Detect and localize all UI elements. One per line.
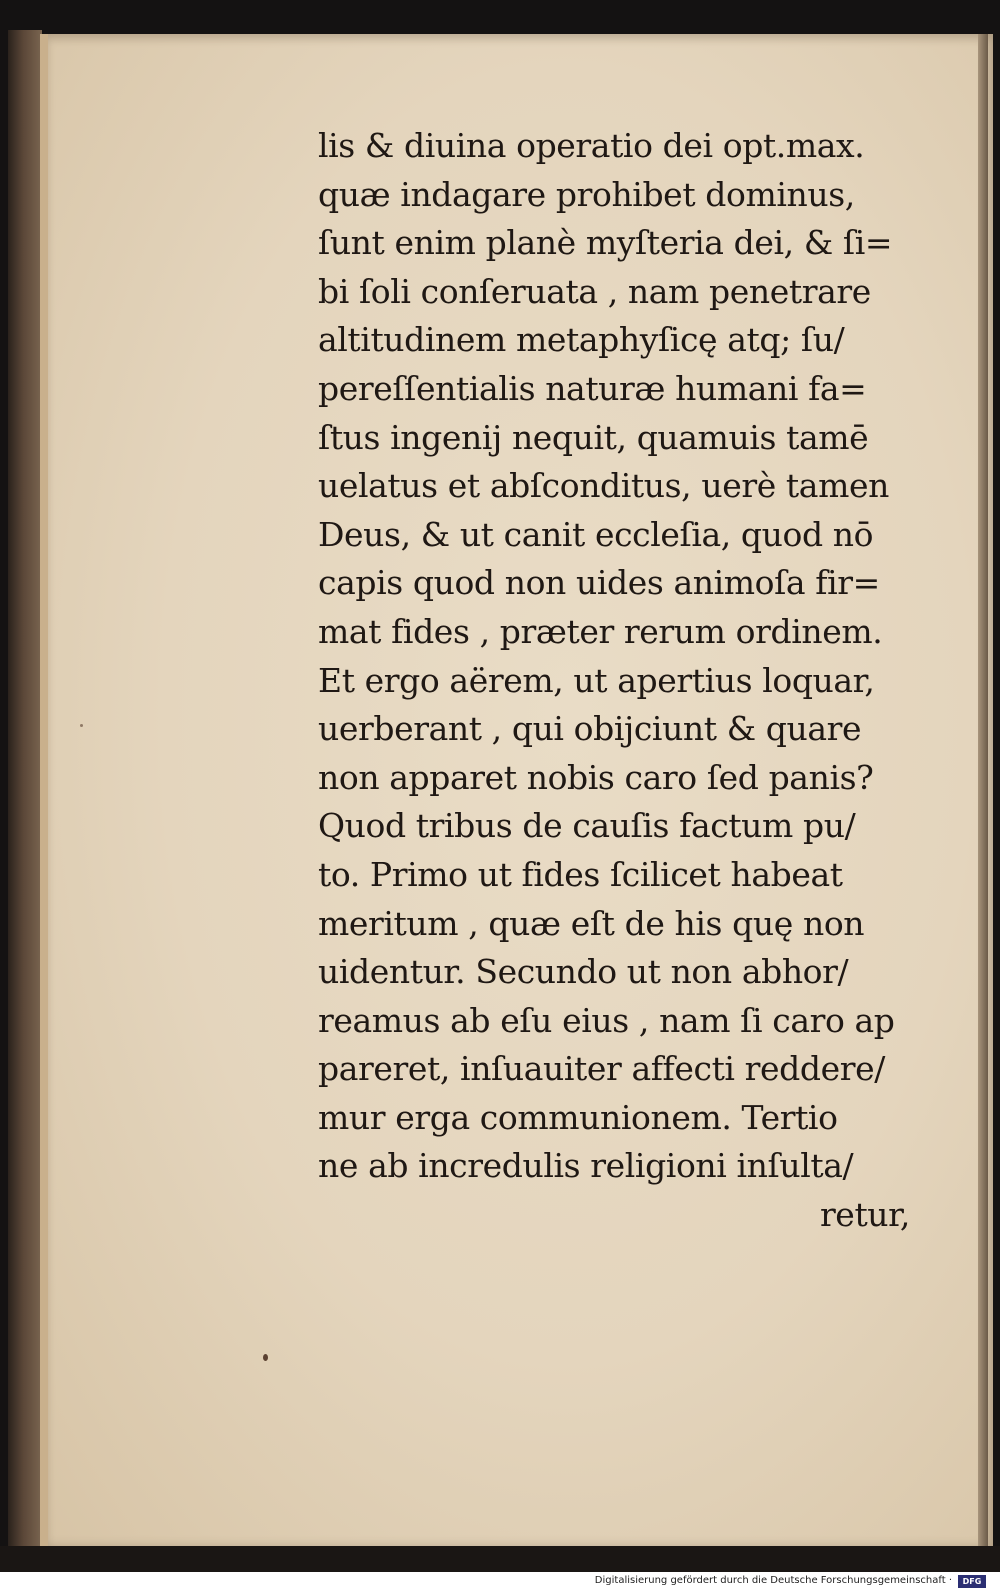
text-line: Et ergo aërem, ut apertius loquar, xyxy=(318,660,875,700)
text-line: bi ſoli conſeruata , nam penetrare xyxy=(318,271,871,311)
catchword: retur, xyxy=(819,1195,910,1235)
text-line: pareret, inſuauiter affecti reddere/ xyxy=(318,1049,885,1089)
text-line: altitudinem metaphyſicę atq; ſu/ xyxy=(318,320,845,360)
text-line: ſunt enim planè myſteria dei, & ſi= xyxy=(318,223,893,263)
text-line: Quod tribus de cauſis factum pu/ xyxy=(318,806,856,846)
text-block xyxy=(318,122,918,1240)
funding-credit: Digitalisierung gefördert durch die Deutsche Forschungsgemeinschaft · xyxy=(594,1575,952,1586)
text-line: to. Primo ut fides ſcilicet habeat xyxy=(318,854,843,894)
text-line: capis quod non uides animoſa fir= xyxy=(318,563,880,603)
text-line: Deus, & ut canit eccleſia, quod nō xyxy=(318,514,874,554)
text-line: uidentur. Secundo ut non abhor/ xyxy=(318,952,849,992)
page-stack-edge-left xyxy=(8,30,42,1550)
ink-spot xyxy=(80,724,83,727)
text-line: pereſſentialis naturæ humani fa= xyxy=(318,368,867,408)
text-line: mur erga communionem. Tertio xyxy=(318,1097,838,1137)
ink-spot xyxy=(263,1354,268,1361)
text-line: ſtus ingenij nequit, quamuis tamē xyxy=(318,417,869,457)
footer-bar xyxy=(0,1572,1000,1592)
text-line: lis & diuina operatio dei opt.max. xyxy=(318,126,865,165)
text-line: ne ab incredulis religioni inſulta/ xyxy=(318,1146,854,1186)
text-line: uerberant , qui obijciunt & quare xyxy=(318,709,862,749)
text-line: uelatus et abſconditus, uerè tamen xyxy=(318,466,889,506)
page-edge-right xyxy=(978,34,988,1546)
text-line: reamus ab eſu eius , nam ſi caro ap xyxy=(318,1000,895,1040)
text-line: mat fides , præter rerum ordinem. xyxy=(318,611,883,651)
scan-bottom-border xyxy=(0,1546,1000,1572)
dfg-logo: DFG xyxy=(958,1575,986,1588)
text-line: quæ indagare prohibet dominus, xyxy=(318,174,855,214)
text-line: non apparet nobis caro ſed panis? xyxy=(318,757,874,797)
text-line: meritum , quæ eſt de his quę non xyxy=(318,903,865,943)
